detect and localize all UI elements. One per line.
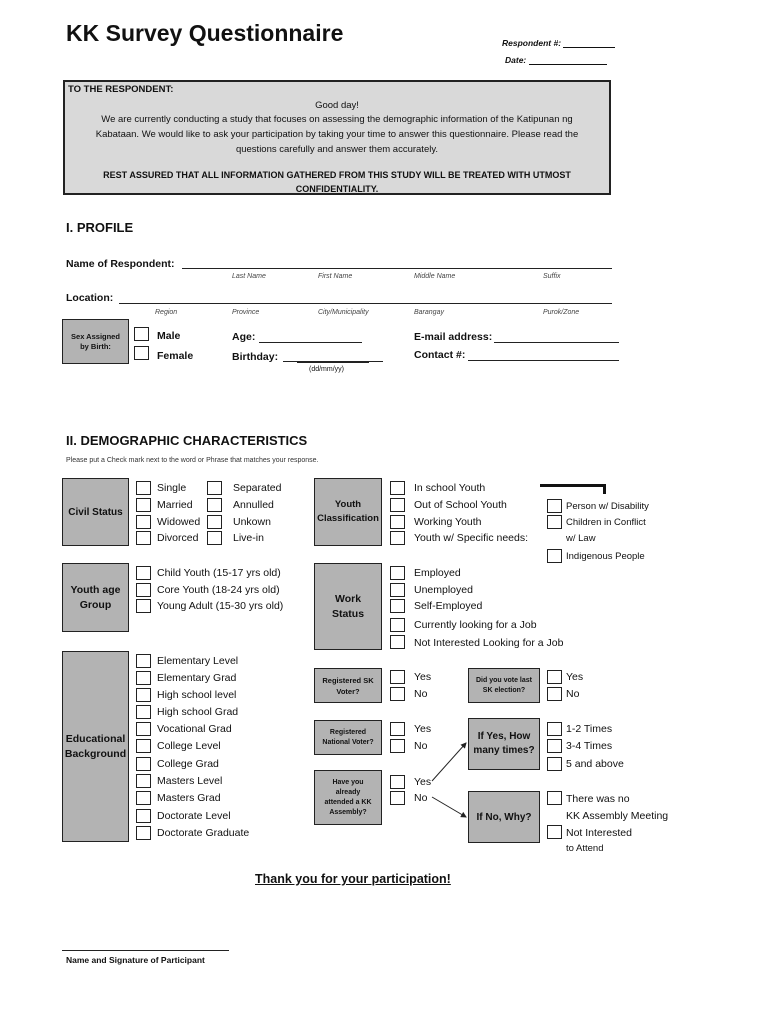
young-adult-label: Young Adult (15-30 yrs old) [157,600,284,612]
youth-age-group-label-1: Youth age [70,583,121,596]
education-option: High school Grad [157,706,239,718]
work-status-label-1: Work [334,592,362,605]
specific-needs-label: Youth w/ Specific needs: [414,532,529,544]
looking-for-job-checkbox[interactable] [390,618,405,632]
education-label-1: Educational [65,732,126,745]
specific-needs-bracket [540,484,606,487]
self-employed-label: Self-Employed [414,600,483,612]
no-meeting-checkbox[interactable] [547,791,562,805]
province-caption: Province [232,309,260,316]
voted-no-label: No [566,688,580,700]
out-of-school-youth-label: Out of School Youth [414,499,507,511]
sk-voter-label-2: Voter? [336,686,360,696]
specific-needs-bracket-tick [603,484,606,494]
unemployed-label: Unemployed [414,584,473,596]
demographics-instruction: Please put a Check mark next to the word or Phrase that matches your response. [66,457,319,464]
civil-status-label-box [62,478,129,546]
times-1-2-label: 1-2 Times [566,723,613,735]
sk-voter-label-box [314,668,382,703]
kk-assembly-label-3: attended a KK [324,798,372,806]
name-label: Name of Respondent: [66,258,175,270]
education-option: Vocational Grad [157,723,232,735]
kk-assembly-no-label: No [414,792,428,804]
annulled-label: Annulled [233,499,274,511]
birthday-format: (dd/mm/yy) [309,366,344,373]
pwd-checkbox[interactable] [547,499,562,513]
page-title: KK Survey Questionnaire [66,20,344,46]
times-1-2-checkbox[interactable] [547,722,562,736]
kk-assembly-yes-label: Yes [414,776,432,788]
single-label: Single [157,482,187,494]
sk-voter-label-1: Registered SK [322,675,374,685]
location-input-line[interactable] [119,303,612,304]
purok-caption: Purok/Zone [543,309,580,316]
region-caption: Region [155,309,178,316]
location-label: Location: [66,292,114,304]
middle-name-caption: Middle Name [414,273,456,280]
respondent-notice [63,80,611,195]
education-option: Doctorate Level [157,810,231,822]
indigenous-label: Indigenous People [566,551,645,562]
live-in-checkbox[interactable] [207,531,222,545]
email-input-line[interactable] [494,342,619,343]
education-checkbox[interactable] [136,774,151,788]
first-name-caption: First Name [318,273,353,280]
voted-yes-label: Yes [566,671,584,683]
not-interested-job-checkbox[interactable] [390,635,405,649]
youth-classification-label-2: Classification [317,513,379,524]
voted-yes-checkbox[interactable] [547,670,562,684]
child-youth-checkbox[interactable] [136,566,151,580]
indigenous-checkbox[interactable] [547,549,562,563]
voted-last-label-1: Did you vote last [475,676,532,684]
youth-classification-label-box [314,478,382,546]
not-interested-label: Not Interested [566,827,632,839]
widowed-checkbox[interactable] [136,515,151,529]
young-adult-checkbox[interactable] [136,599,151,613]
no-arrow [432,797,466,817]
thank-you-message: Thank you for your participation! [255,872,451,886]
employed-checkbox[interactable] [390,566,405,580]
national-voter-yes-label: Yes [414,723,432,735]
education-option: Elementary Level [157,655,239,667]
no-meeting-label: There was no [566,793,630,805]
date-field[interactable] [505,55,607,65]
sk-voter-no-label: No [414,688,428,700]
education-option: High school level [157,689,237,701]
if-yes-label-1: If Yes, How [477,731,531,742]
date-line [529,64,607,65]
married-checkbox[interactable] [136,498,151,512]
contact-label: Contact #: [414,349,466,361]
working-youth-checkbox[interactable] [390,515,405,529]
core-youth-checkbox[interactable] [136,583,151,597]
kk-assembly-label-1: Have you [332,778,364,786]
education-label-box [62,651,129,842]
voted-last-label-box [468,668,540,703]
civil-status-label: Civil Status [68,506,123,518]
times-5-above-checkbox[interactable] [547,757,562,771]
notice-line-1: We are currently conducting a study that focuses on assessing the demographic information of the Katipunan ng [101,114,573,125]
separated-checkbox[interactable] [207,481,222,495]
unemployed-checkbox[interactable] [390,583,405,597]
name-input-line[interactable] [182,268,612,269]
sk-voter-yes-checkbox[interactable] [390,670,405,684]
single-checkbox[interactable] [136,481,151,495]
in-school-youth-label: In school Youth [414,482,486,494]
education-option: College Level [157,740,221,752]
contact-input-line[interactable] [468,360,619,361]
sk-voter-no-checkbox[interactable] [390,687,405,701]
kk-assembly-label-4: Assembly? [329,808,367,816]
suffix-caption: Suffix [543,273,561,280]
work-status-label-box [314,563,382,650]
signature-label: Name and Signature of Participant [66,955,205,965]
annulled-checkbox[interactable] [207,498,222,512]
employed-label: Employed [414,567,461,579]
education-option: Masters Level [157,775,223,787]
widowed-label: Widowed [157,516,201,528]
self-employed-checkbox[interactable] [390,599,405,613]
education-checkbox[interactable] [136,757,151,771]
education-checkbox[interactable] [136,826,151,840]
notice-line-3: questions carefully and answer them accurately. [235,144,439,155]
looking-for-job-label: Currently looking for a Job [414,619,537,631]
education-checkbox[interactable] [136,809,151,823]
core-youth-label: Core Youth (18-24 yrs old) [157,584,280,596]
national-voter-no-checkbox[interactable] [390,739,405,753]
married-label: Married [157,499,193,511]
divorced-checkbox[interactable] [136,531,151,545]
work-status-label-2: Status [331,607,365,620]
female-label: Female [157,350,194,362]
age-label: Age: [232,331,256,343]
date-label: Date: [505,55,527,65]
birthday-underline-accent [297,361,369,363]
cicl-checkbox[interactable] [547,515,562,529]
assurance-line-2: CONFIDENTIALITY. [295,184,379,194]
not-interested-label-cont: to Attend [566,843,604,854]
if-no-label: If No, Why? [476,811,532,823]
male-label: Male [157,330,181,342]
live-in-label: Live-in [233,532,264,544]
times-5-above-label: 5 and above [566,758,624,770]
email-label: E-mail address: [414,331,493,343]
sex-label-line-1: Sex Assigned [71,331,120,341]
education-checkbox[interactable] [136,705,151,719]
education-option: Elementary Grad [157,672,237,684]
education-option: College Grad [157,758,219,770]
respondent-number-field[interactable] [502,38,615,48]
profile-heading: I. PROFILE [66,220,134,235]
confidentiality-statement [85,168,589,196]
city-caption: City/Municipality [318,309,369,316]
cicl-label-cont: w/ Law [566,533,596,544]
sk-voter-yes-label: Yes [414,671,432,683]
respondent-label: Respondent #: [502,38,562,48]
demographics-heading: II. DEMOGRAPHIC CHARACTERISTICS [66,433,308,448]
cicl-label: Children in Conflict [566,517,646,528]
age-input-line[interactable] [259,342,362,343]
education-checkbox[interactable] [136,688,151,702]
last-name-caption: Last Name [232,273,266,280]
if-no-label-box [468,791,540,843]
education-label-2: Background [64,747,127,760]
education-option: Doctorate Graduate [157,827,250,839]
sex-label-line-2: by Birth: [80,341,111,351]
respondent-line [563,47,615,48]
education-checkbox[interactable] [136,739,151,753]
birthday-label: Birthday: [232,351,279,363]
times-3-4-checkbox[interactable] [547,739,562,753]
kk-assembly-label-box [314,770,382,825]
kk-assembly-label-2: already [335,788,361,796]
assurance-line-1: REST ASSURED THAT ALL INFORMATION GATHERED FROM THIS STUDY WILL BE TREATED WITH UTMOST [103,170,571,180]
female-checkbox[interactable] [134,346,149,360]
not-interested-checkbox[interactable] [547,825,562,839]
national-voter-yes-checkbox[interactable] [390,722,405,736]
out-of-school-youth-checkbox[interactable] [390,498,405,512]
unknown-label: Unkown [233,516,271,528]
voted-last-label-2: SK election? [482,686,526,694]
signature-line[interactable] [62,950,229,951]
education-checkbox[interactable] [136,671,151,685]
notice-greeting: Good day! [315,100,359,111]
child-youth-label: Child Youth (15-17 yrs old) [157,567,281,579]
national-voter-label-1: Registered [329,728,367,736]
education-checkbox[interactable] [136,791,151,805]
national-voter-no-label: No [414,740,428,752]
youth-age-group-label-box [62,563,129,632]
youth-age-group-label-2: Group [79,598,112,611]
pwd-label: Person w/ Disability [566,501,649,512]
youth-classification-label-1: Youth [334,499,362,510]
divorced-label: Divorced [157,532,199,544]
working-youth-label: Working Youth [414,516,482,528]
notice-line-2: Kabataan. We would like to ask your participation by taking your time to answer this questionnaire. Please read the [95,129,579,140]
no-meeting-label-cont: KK Assembly Meeting [566,810,669,822]
if-yes-label-2: many times? [473,745,535,756]
not-interested-job-label: Not Interested Looking for a Job [414,637,564,649]
sex-label-box [62,319,129,364]
voted-no-checkbox[interactable] [547,687,562,701]
education-option: Masters Grad [157,792,221,804]
if-yes-label-box [468,718,540,770]
separated-label: Separated [233,482,282,494]
kk-assembly-no-checkbox[interactable] [390,791,405,805]
in-school-youth-checkbox[interactable] [390,481,405,495]
national-voter-label-2: National Voter? [322,738,374,746]
national-voter-label-box [314,720,382,755]
notice-heading: TO THE RESPONDENT: [68,84,174,95]
yes-arrow [432,743,466,781]
barangay-caption: Barangay [414,309,444,316]
unknown-checkbox[interactable] [207,515,222,529]
kk-assembly-yes-checkbox[interactable] [390,775,405,789]
male-checkbox[interactable] [134,327,149,341]
education-checkbox[interactable] [136,654,151,668]
education-checkbox[interactable] [136,722,151,736]
times-3-4-label: 3-4 Times [566,740,613,752]
specific-needs-checkbox[interactable] [390,531,405,545]
